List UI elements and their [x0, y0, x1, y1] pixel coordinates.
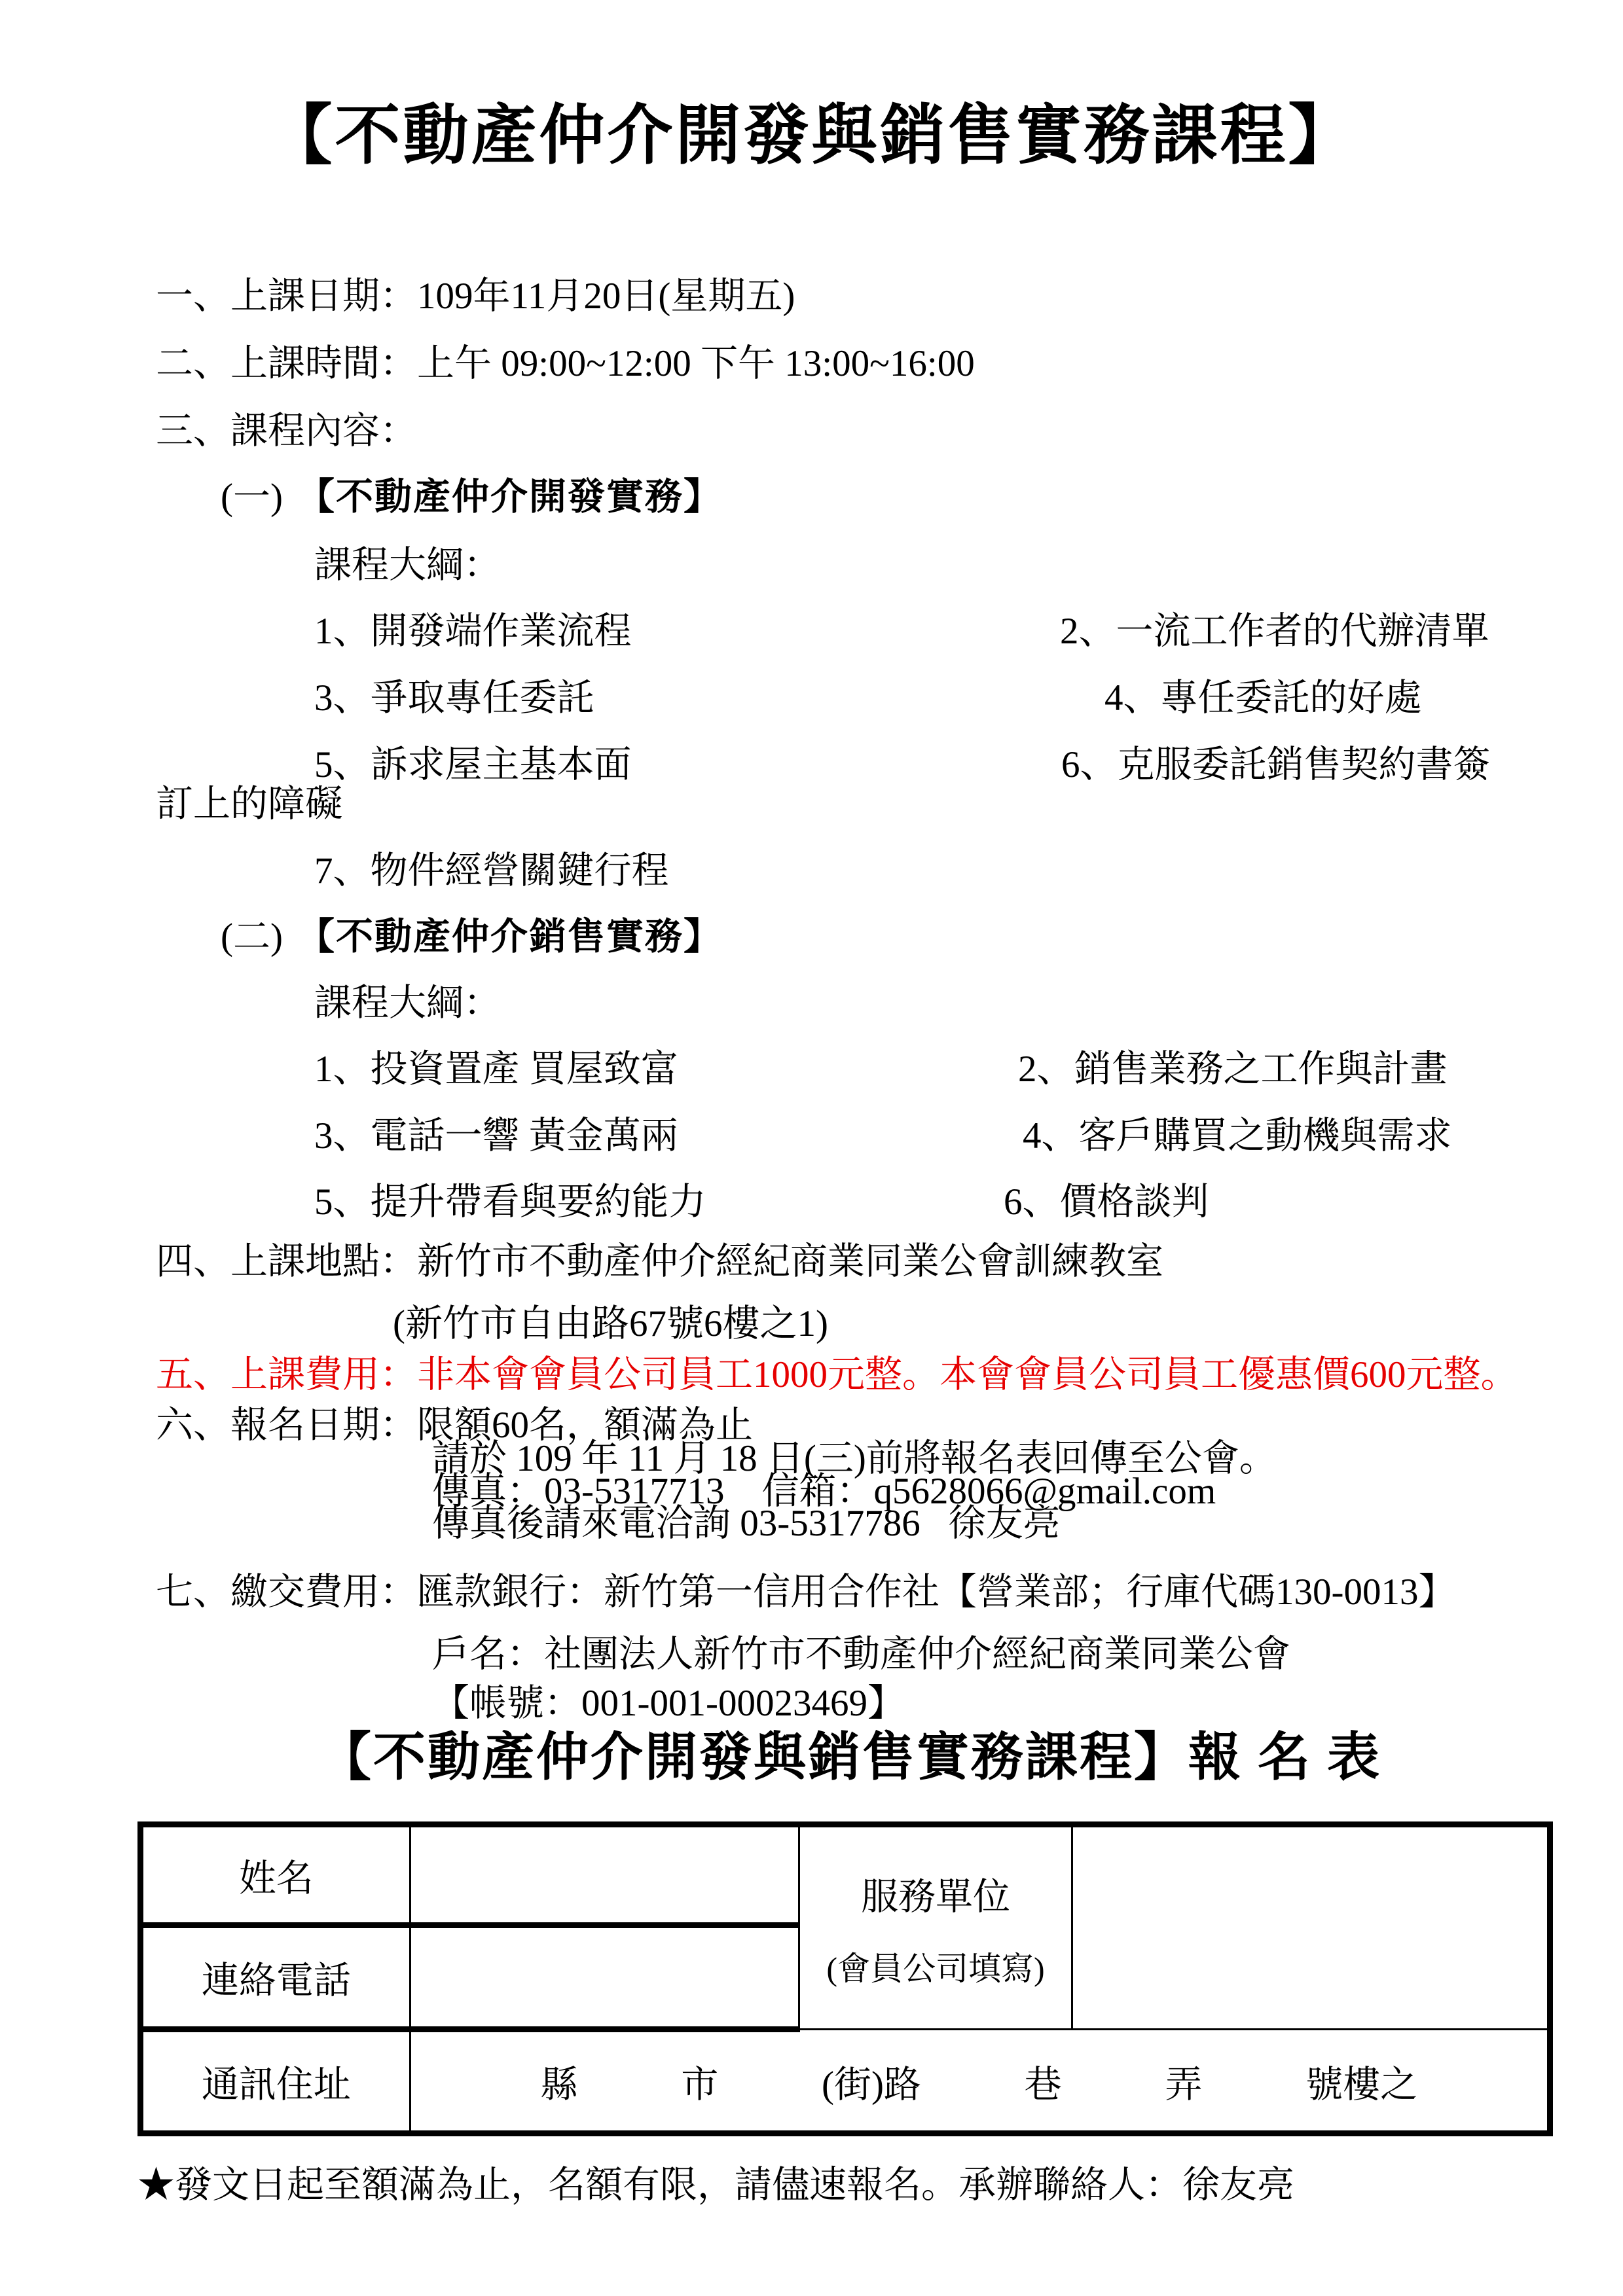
section2-row1	[156, 1048, 1544, 1115]
course-item: 3、爭取專任委託	[314, 677, 594, 719]
address-label-cell: 通訊住址	[141, 2030, 410, 2134]
section1-row3-wrap: 訂上的障礙	[156, 783, 342, 825]
address-part-number: 號樓之	[1305, 2064, 1418, 2106]
address-part-lane: 巷	[1024, 2064, 1062, 2106]
line-course-content: 三、課程內容：	[156, 410, 417, 452]
section1-row1	[156, 610, 1544, 677]
line-class-date: 一、上課日期：109年11月20日(星期五)	[156, 276, 795, 317]
service-unit-note: (會員公司填寫)	[826, 1950, 1045, 1987]
section2-row3	[156, 1181, 1544, 1240]
line-payment: 七、繳交費用：匯款銀行：新竹第一信用合作社【營業部；行庫代碼130-0013】	[156, 1571, 1456, 1613]
line-registration-fax-phone: 傳真後請來電洽詢 03-5317786 徐友亮	[432, 1503, 1061, 1544]
section2-heading	[156, 916, 1544, 982]
service-unit-label-cell	[799, 1825, 1072, 2030]
document-body	[0, 173, 1623, 2207]
name-label-cell: 姓名	[141, 1825, 410, 1926]
section2-title: 【不動產仲介銷售實務】	[297, 916, 722, 958]
section2-outline-label: 課程大綱：	[314, 982, 501, 1024]
line-location-address: (新竹市自由路67號6樓之1)	[393, 1303, 828, 1344]
address-part-city: 市	[681, 2064, 719, 2106]
course-item: 5、提升帶看與要約能力	[314, 1181, 706, 1223]
address-input-cell	[410, 2030, 1550, 2134]
course-item: 2、銷售業務之工作與計畫	[1018, 1049, 1448, 1090]
course-item: 5、訴求屋主基本面	[314, 744, 632, 785]
section1-row4	[156, 850, 1544, 916]
line-registration-deadline: 請於 109 年 11 月 18 日(三)前將報名表回傳至公會。	[432, 1438, 1277, 1479]
service-unit-label: 服務單位	[861, 1876, 1011, 1918]
course-item: 2、一流工作者的代辦清單	[1060, 611, 1489, 652]
section2-row2	[156, 1115, 1544, 1181]
line-class-location: 四、上課地點：新竹市不動產仲介經紀商業同業公會訓練教室	[156, 1241, 1163, 1282]
section1-row2	[156, 677, 1544, 744]
section1-outline-label: 課程大綱：	[314, 545, 501, 586]
line-registration: 六、報名日期：限額60名，額滿為止	[156, 1405, 753, 1446]
address-part-county: 縣	[540, 2064, 578, 2106]
section1-row3	[156, 744, 1544, 783]
footnote-line: ★發文日起至額滿為止，名額有限，請儘速報名。承辦聯絡人：徐友亮	[137, 2164, 1294, 2206]
course-item: 6、價格談判	[1004, 1181, 1209, 1223]
course-main-title: 【不動產仲介開發與銷售實務課程】	[266, 99, 1357, 172]
section1-marker: (一)	[221, 476, 283, 518]
line-payment-account-number: 【帳號：001-001-00023469】	[432, 1683, 905, 1724]
phone-label-cell: 連絡電話	[141, 1926, 410, 2030]
line-payment-account-name: 戶名：社團法人新竹市不動產仲介經紀商業同業公會	[432, 1634, 1290, 1675]
course-item: 7、物件經營關鍵行程	[314, 850, 669, 891]
section1-heading	[156, 476, 1544, 544]
course-item: 1、投資置產 買屋致富	[314, 1049, 678, 1090]
address-part-alley: 弄	[1165, 2064, 1203, 2106]
name-input-cell	[410, 1825, 799, 1926]
course-item: 3、電話一響 黃金萬兩	[314, 1115, 678, 1157]
course-item: 4、專任委託的好處	[1104, 677, 1422, 719]
line-registration-fax-email: 傳真：03-5317713 信箱：q5628066@gmail.com	[432, 1471, 1216, 1512]
address-part-road: (街)路	[821, 2064, 921, 2106]
line-class-time: 二、上課時間：上午 09:00~12:00 下午 13:00~16:00	[156, 343, 975, 384]
course-item: 6、克服委託銷售契約書簽	[1061, 744, 1491, 785]
registration-form-title: 【不動產仲介開發與銷售實務課程】報 名 表	[319, 1729, 1381, 1787]
section1-title: 【不動產仲介開發實務】	[297, 476, 722, 518]
course-item: 4、客戶購買之動機與需求	[1023, 1115, 1452, 1157]
registration-form-table	[137, 1821, 1553, 2136]
course-item: 1、開發端作業流程	[314, 611, 632, 652]
section2-marker: (二)	[221, 916, 283, 958]
phone-input-cell	[410, 1926, 799, 2030]
service-unit-input-cell	[1072, 1825, 1550, 2030]
fee-line: 五、上課費用：非本會會員公司員工1000元整。本會會員公司員工優惠價600元整。	[156, 1354, 1518, 1395]
